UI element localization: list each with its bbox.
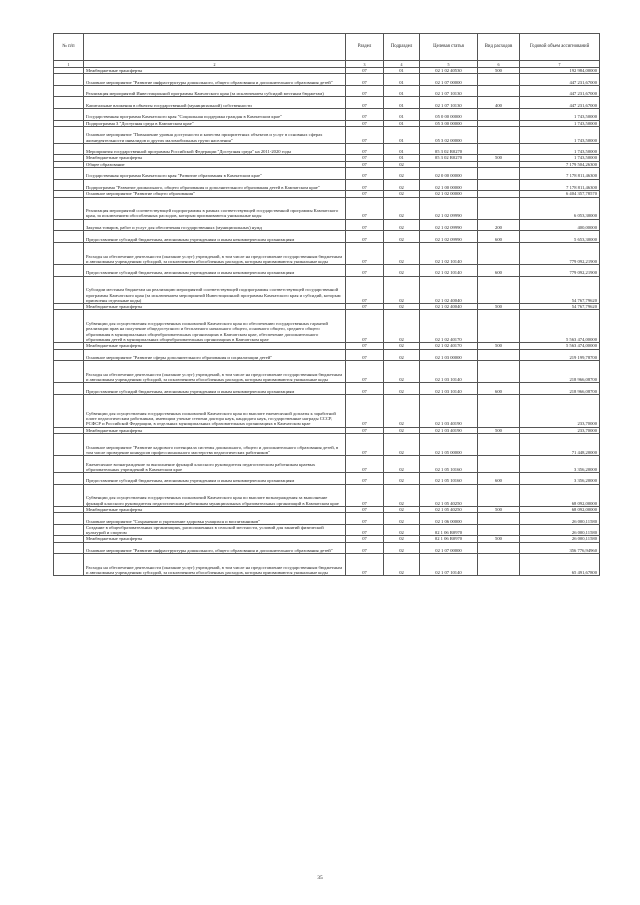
table-row — [54, 383, 600, 395]
row-podrazdel-cell: 02 — [384, 513, 420, 525]
row-index-cell — [54, 310, 84, 343]
row-expense-type-cell: 500 — [478, 427, 520, 433]
row-expense-type-cell — [478, 85, 520, 97]
row-target-article-cell: 02 1 02 40040 — [420, 304, 478, 310]
row-amount-cell: 3 356,20000 — [520, 456, 600, 473]
row-index-cell — [54, 265, 84, 277]
row-name-cell: Расходы на обеспечение деятельности (оказание услуг) учреждений, в том числе на предоставление государственным бюджетным и автономным учреждениям субсидий, за исключением обособленных расходов, которым присваиваются уникальные коды — [84, 361, 346, 383]
row-index-cell — [54, 74, 84, 86]
row-expense-type-cell — [478, 554, 520, 576]
header-podrazdel: Подраздел — [384, 34, 420, 61]
row-expense-type-cell: 500 — [478, 304, 520, 310]
row-podrazdel-cell: 02 — [384, 427, 420, 433]
row-index-cell — [54, 484, 84, 506]
table-row — [54, 361, 600, 383]
row-razdel-cell: 07 — [346, 383, 384, 395]
row-index-cell — [54, 97, 84, 109]
row-amount-cell: 1 743,50000 — [520, 109, 600, 121]
row-podrazdel-cell: 02 — [384, 242, 420, 264]
row-name-cell: Субвенции для осуществления государственных полномочий Камчатского края по выплате ежемесячной доплаты к заработной плате педагогическим работникам, имеющим ученые степени доктора наук, кандидата наук, государственные награды СССР, РСФСР и Российской Федерации, в отдельных муниципальных образовательных организациях в Камчатском крае — [84, 394, 346, 427]
table-row — [54, 310, 600, 343]
row-target-article-cell: 02 1 02 00000 — [420, 191, 478, 197]
row-target-article-cell: 02 1 07 10130 — [420, 97, 478, 109]
table-row — [54, 85, 600, 97]
row-amount-cell: 26 000,11580 — [520, 513, 600, 525]
row-expense-type-cell — [478, 74, 520, 86]
row-amount-cell: 5 563 474,00000 — [520, 343, 600, 349]
header-name — [84, 34, 346, 61]
row-expense-type-cell: 500 — [478, 506, 520, 512]
row-amount-cell: 7 178 811,46300 — [520, 179, 600, 191]
row-target-article-cell: 02 1 06 00000 — [420, 513, 478, 525]
table-row — [54, 97, 600, 109]
row-podrazdel-cell: 01 — [384, 126, 420, 143]
row-name-cell: Межбюджетные трансферты — [84, 536, 346, 542]
row-razdel-cell: 07 — [346, 473, 384, 485]
row-amount-cell: 7 179 504,26300 — [520, 161, 600, 167]
row-name-cell: Межбюджетные трансферты — [84, 506, 346, 512]
table-row — [54, 554, 600, 576]
row-podrazdel-cell: 02 — [384, 383, 420, 395]
row-target-article-cell: 02 1 06 R0970 — [420, 524, 478, 536]
row-razdel-cell: 07 — [346, 304, 384, 310]
row-target-article-cell: 02 1 02 40170 — [420, 343, 478, 349]
row-razdel-cell: 07 — [346, 161, 384, 167]
row-index-cell — [54, 434, 84, 456]
header-expense-type: Вид расходов — [478, 34, 520, 61]
table-row — [54, 484, 600, 506]
row-podrazdel-cell: 02 — [384, 473, 420, 485]
row-amount-cell: 400,00000 — [520, 219, 600, 231]
column-number: 6 — [478, 61, 520, 68]
row-target-article-cell: 02 1 05 10160 — [420, 473, 478, 485]
row-podrazdel-cell: 01 — [384, 120, 420, 126]
row-index-cell — [54, 85, 84, 97]
row-index-cell — [54, 394, 84, 427]
row-name-cell: Капитальные вложения в объекты государственной (муниципальной) собственности — [84, 97, 346, 109]
row-name-cell: Общее образование — [84, 161, 346, 167]
row-name-cell: Подпрограмма 3 "Доступная среда в Камчатском крае" — [84, 120, 346, 126]
column-number: 5 — [420, 61, 478, 68]
row-expense-type-cell — [478, 434, 520, 456]
row-expense-type-cell — [478, 126, 520, 143]
row-podrazdel-cell: 02 — [384, 394, 420, 427]
row-target-article-cell: 02 1 05 00000 — [420, 434, 478, 456]
row-target-article-cell: 02 1 05 40250 — [420, 484, 478, 506]
row-amount-cell: 1 743,50000 — [520, 155, 600, 161]
row-razdel-cell: 07 — [346, 265, 384, 277]
row-podrazdel-cell: 02 — [384, 343, 420, 349]
row-podrazdel-cell: 01 — [384, 85, 420, 97]
table-row — [54, 456, 600, 473]
row-razdel-cell: 07 — [346, 506, 384, 512]
row-name-cell: Субсидии местным бюджетам на реализацию мероприятий соответствующей подпрограммы соответствующей государственной программы Камчатского края (за исключением мероприятий Инвестиционной программы Камчатского края и субсидий, которым присвоены отдельные коды) — [84, 276, 346, 304]
row-name-cell: Предоставление субсидий бюджетным, автономным учреждениям и иным некоммерческим организациям — [84, 231, 346, 243]
row-target-article-cell: 02 1 00 00000 — [420, 179, 478, 191]
row-podrazdel-cell: 02 — [384, 310, 420, 343]
row-razdel-cell: 07 — [346, 343, 384, 349]
row-podrazdel-cell: 02 — [384, 161, 420, 167]
row-podrazdel-cell: 02 — [384, 191, 420, 197]
row-expense-type-cell — [478, 361, 520, 383]
row-amount-cell: 3 356,20000 — [520, 473, 600, 485]
column-number: 1 — [54, 61, 84, 68]
row-name-cell: Расходы на обеспечение деятельности (оказание услуг) учреждений, в том числе на предоставление государственным бюджетным и автономным учреждениям субсидий, за исключением обособленных расходов, которым присваиваются уникальные коды — [84, 242, 346, 264]
table-row — [54, 126, 600, 143]
row-index-cell — [54, 231, 84, 243]
table-row — [54, 197, 600, 219]
row-amount-cell: 779 092,21900 — [520, 265, 600, 277]
row-name-cell: Основное мероприятие "Повышение уровня доступности и качества приоритетных объектов и услуг в основных сферах жизнедеятельности инвалидов и других маломобильных групп населения" — [84, 126, 346, 143]
row-index-cell — [54, 456, 84, 473]
table-row — [54, 231, 600, 243]
row-expense-type-cell — [478, 179, 520, 191]
row-target-article-cell: 02 1 02 40040 — [420, 276, 478, 304]
row-amount-cell: 233,70000 — [520, 394, 600, 427]
row-amount-cell: 7 178 811,46300 — [520, 168, 600, 180]
row-name-cell: Предоставление субсидий бюджетным, автономным учреждениям и иным некоммерческим организациям — [84, 265, 346, 277]
row-amount-cell: 54 767,79620 — [520, 276, 600, 304]
row-target-article-cell: 02 1 02 40170 — [420, 310, 478, 343]
table-header-row — [54, 34, 600, 61]
row-index-cell — [54, 473, 84, 485]
row-target-article-cell: 02 1 02 10140 — [420, 265, 478, 277]
row-target-article-cell: 05 3 00 00000 — [420, 120, 478, 126]
row-target-article-cell: 02 1 07 10140 — [420, 554, 478, 576]
row-amount-cell: 356 776,94960 — [520, 542, 600, 554]
table-row — [54, 219, 600, 231]
row-name-cell: Субвенции для осуществления государственных полномочий Камчатского края по выплате вознаграждения за выполнение функций классного руководителя педагогическим работникам муниципальных образовательных организаций в Камчатском крае — [84, 484, 346, 506]
table-row — [54, 349, 600, 361]
row-name-cell: Создание в общеобразовательных организациях, расположенных в сельской местности, условий для занятий физической культурой и спортом — [84, 524, 346, 536]
column-number: 4 — [384, 61, 420, 68]
row-amount-cell: 6 404 357,78570 — [520, 191, 600, 197]
table-row — [54, 109, 600, 121]
row-razdel-cell: 07 — [346, 120, 384, 126]
table-row — [54, 542, 600, 554]
table-row — [54, 74, 600, 86]
table-row — [54, 513, 600, 525]
row-name-cell: Межбюджетные трансферты — [84, 68, 346, 74]
row-razdel-cell: 07 — [346, 191, 384, 197]
row-expense-type-cell — [478, 484, 520, 506]
row-podrazdel-cell: 02 — [384, 524, 420, 536]
row-expense-type-cell — [478, 168, 520, 180]
header-razdel: Раздел — [346, 34, 384, 61]
row-index-cell — [54, 143, 84, 155]
row-name-cell: Основное мероприятие "Развитие сферы дополнительного образования и социализации детей" — [84, 349, 346, 361]
row-razdel-cell: 07 — [346, 349, 384, 361]
row-razdel-cell: 07 — [346, 276, 384, 304]
row-podrazdel-cell: 02 — [384, 231, 420, 243]
row-amount-cell: 218 966,08700 — [520, 361, 600, 383]
row-razdel-cell: 07 — [346, 74, 384, 86]
row-podrazdel-cell: 02 — [384, 197, 420, 219]
row-target-article-cell: 02 1 03 40190 — [420, 427, 478, 433]
row-target-article-cell: 02 1 07 10130 — [420, 85, 478, 97]
row-name-cell: Расходы на обеспечение деятельности (оказание услуг) учреждений, в том числе на предоставление государственным бюджетным и автономным учреждениям субсидий, за исключением обособленных расходов, которым присваиваются уникальные коды — [84, 554, 346, 576]
row-target-article-cell: 05 3 02 R0270 — [420, 155, 478, 161]
budget-table — [53, 33, 600, 576]
row-razdel-cell: 07 — [346, 427, 384, 433]
row-index-cell — [54, 524, 84, 536]
row-target-article-cell: 05 3 02 R0270 — [420, 143, 478, 155]
row-name-cell: Основное мероприятие "Развитие инфраструктуры дошкольного, общего образования и дополнительного образования детей" — [84, 74, 346, 86]
table-row — [54, 473, 600, 485]
row-index-cell — [54, 179, 84, 191]
column-number: 7 — [520, 61, 600, 68]
row-expense-type-cell — [478, 349, 520, 361]
column-number: 2 — [84, 61, 346, 68]
row-podrazdel-cell: 02 — [384, 554, 420, 576]
row-expense-type-cell: 600 — [478, 473, 520, 485]
row-razdel-cell: 07 — [346, 536, 384, 542]
row-podrazdel-cell: 01 — [384, 155, 420, 161]
row-expense-type-cell — [478, 524, 520, 536]
table-body — [54, 68, 600, 576]
row-podrazdel-cell: 01 — [384, 68, 420, 74]
row-razdel-cell: 07 — [346, 85, 384, 97]
row-expense-type-cell — [478, 310, 520, 343]
row-podrazdel-cell: 01 — [384, 97, 420, 109]
header-annual-amount: Годовой объем ассигнований — [520, 34, 600, 61]
row-expense-type-cell: 600 — [478, 383, 520, 395]
row-expense-type-cell — [478, 456, 520, 473]
column-number: 3 — [346, 61, 384, 68]
row-razdel-cell: 07 — [346, 484, 384, 506]
row-podrazdel-cell: 02 — [384, 542, 420, 554]
row-index-cell — [54, 542, 84, 554]
row-index-cell — [54, 349, 84, 361]
row-target-article-cell: 02 1 02 09990 — [420, 219, 478, 231]
row-target-article-cell: 05 0 00 00000 — [420, 109, 478, 121]
row-amount-cell: 54 767,79620 — [520, 304, 600, 310]
table-row — [54, 265, 600, 277]
table-row — [54, 524, 600, 536]
row-name-cell: Основное мероприятие "Развитие инфраструктуры дошкольного, общего образования и дополнительного образования детей" — [84, 542, 346, 554]
row-podrazdel-cell: 01 — [384, 143, 420, 155]
row-razdel-cell: 07 — [346, 231, 384, 243]
row-target-article-cell: 05 3 02 00000 — [420, 126, 478, 143]
row-podrazdel-cell: 02 — [384, 434, 420, 456]
row-expense-type-cell — [478, 542, 520, 554]
row-podrazdel-cell: 02 — [384, 361, 420, 383]
row-podrazdel-cell: 01 — [384, 74, 420, 86]
row-expense-type-cell — [478, 197, 520, 219]
row-amount-cell: 5 563 474,00000 — [520, 310, 600, 343]
row-index-cell — [54, 219, 84, 231]
row-target-article-cell: 02 1 07 00000 — [420, 74, 478, 86]
row-target-article-cell: 02 1 03 10140 — [420, 361, 478, 383]
row-amount-cell: 1 743,50000 — [520, 126, 600, 143]
row-name-cell: Основное мероприятие "Развитие кадрового потенциала системы дошкольного, общего и дополнительного образования детей, в том числе проведение конкурсов профессионального мастерства педагогических работников" — [84, 434, 346, 456]
row-razdel-cell: 07 — [346, 456, 384, 473]
row-expense-type-cell: 500 — [478, 343, 520, 349]
row-target-article-cell: 02 1 02 09990 — [420, 197, 478, 219]
row-expense-type-cell — [478, 513, 520, 525]
row-name-cell: Межбюджетные трансферты — [84, 343, 346, 349]
row-name-cell: Подпрограмма "Развитие дошкольного, общего образования и дополнительного образования детей в Камчатском крае" — [84, 179, 346, 191]
row-podrazdel-cell: 02 — [384, 304, 420, 310]
row-target-article-cell: 02 1 02 40530 — [420, 68, 478, 74]
row-amount-cell: 6 053,30000 — [520, 197, 600, 219]
row-index-cell — [54, 513, 84, 525]
table-row — [54, 242, 600, 264]
row-razdel-cell: 07 — [346, 143, 384, 155]
row-amount-cell: 192 984,00000 — [520, 68, 600, 74]
row-name-cell: Закупка товаров, работ и услуг для обеспечения государственных (муниципальных) нужд — [84, 219, 346, 231]
row-podrazdel-cell: 02 — [384, 179, 420, 191]
table-row — [54, 168, 600, 180]
table-row — [54, 179, 600, 191]
row-podrazdel-cell: 02 — [384, 265, 420, 277]
row-name-cell: Мероприятия государственной программы Российской Федерации "Доступная среда" на 2011-2020 годы — [84, 143, 346, 155]
row-name-cell: Субвенции для осуществления государственных полномочий Камчатского края по обеспечению государственных гарантий реализации прав на получение общедоступного и бесплатного начального общего, основного общего, среднего общего образования в муниципальных общеобразовательных организациях в Камчатском крае, обеспечение дополнительного образования детей в муниципальных общеобразовательных организациях в Камчатском крае — [84, 310, 346, 343]
row-razdel-cell: 07 — [346, 155, 384, 161]
row-podrazdel-cell: 02 — [384, 276, 420, 304]
row-razdel-cell: 07 — [346, 242, 384, 264]
row-razdel-cell: 07 — [346, 524, 384, 536]
row-amount-cell: 5 653,30000 — [520, 231, 600, 243]
row-target-article-cell: 02 1 05 10160 — [420, 456, 478, 473]
row-index-cell — [54, 242, 84, 264]
row-expense-type-cell — [478, 143, 520, 155]
row-expense-type-cell: 400 — [478, 97, 520, 109]
row-amount-cell: 26 000,11580 — [520, 536, 600, 542]
row-podrazdel-cell: 02 — [384, 349, 420, 361]
row-name-cell: Межбюджетные трансферты — [84, 155, 346, 161]
row-razdel-cell: 07 — [346, 310, 384, 343]
row-index-cell — [54, 197, 84, 219]
row-podrazdel-cell: 02 — [384, 484, 420, 506]
row-razdel-cell: 07 — [346, 168, 384, 180]
row-name-cell: Основное мероприятие "Развитие общего образования" — [84, 191, 346, 197]
row-index-cell — [54, 554, 84, 576]
row-target-article-cell: 02 1 02 10140 — [420, 242, 478, 264]
row-name-cell: Ежемесячное вознаграждение за выполнение функций классного руководителя педагогическим работникам краевых образовательных учреждений в Камчатском крае — [84, 456, 346, 473]
table-row — [54, 394, 600, 427]
row-razdel-cell: 07 — [346, 109, 384, 121]
row-amount-cell: 447 231,67000 — [520, 97, 600, 109]
row-expense-type-cell: 500 — [478, 68, 520, 74]
header-target-article: Целевая статья — [420, 34, 478, 61]
row-amount-cell: 219 199,78700 — [520, 349, 600, 361]
row-index-cell — [54, 109, 84, 121]
row-razdel-cell: 07 — [346, 434, 384, 456]
table-row — [54, 434, 600, 456]
row-index-cell — [54, 276, 84, 304]
row-amount-cell: 26 000,11580 — [520, 524, 600, 536]
row-target-article-cell: 02 1 03 00000 — [420, 349, 478, 361]
row-index-cell — [54, 361, 84, 383]
row-amount-cell: 68 092,00000 — [520, 506, 600, 512]
row-podrazdel-cell: 02 — [384, 219, 420, 231]
row-index-cell — [54, 383, 84, 395]
row-razdel-cell: 07 — [346, 394, 384, 427]
row-expense-type-cell — [478, 109, 520, 121]
row-name-cell: Основное мероприятие "Сохранение и укрепление здоровья учащихся и воспитанников" — [84, 513, 346, 525]
row-razdel-cell: 07 — [346, 542, 384, 554]
row-target-article-cell: 02 1 03 40190 — [420, 394, 478, 427]
row-podrazdel-cell: 02 — [384, 168, 420, 180]
row-razdel-cell: 07 — [346, 361, 384, 383]
row-amount-cell: 218 966,08700 — [520, 383, 600, 395]
row-amount-cell: 1 743,50000 — [520, 143, 600, 155]
row-razdel-cell: 07 — [346, 68, 384, 74]
row-name-cell: Реализация мероприятий Инвестиционной программы Камчатского края (за исключением субсидий местным бюджетам) — [84, 85, 346, 97]
row-target-article-cell: 02 1 07 00000 — [420, 542, 478, 554]
column-number-row — [54, 61, 600, 68]
row-razdel-cell: 07 — [346, 179, 384, 191]
row-podrazdel-cell: 01 — [384, 109, 420, 121]
row-razdel-cell: 07 — [346, 197, 384, 219]
row-amount-cell: 71 448,20000 — [520, 434, 600, 456]
row-name-cell: Межбюджетные трансферты — [84, 427, 346, 433]
row-target-article-cell: 02 1 03 10140 — [420, 383, 478, 395]
row-target-article-cell: 02 1 05 40250 — [420, 506, 478, 512]
row-name-cell: Предоставление субсидий бюджетным, автономным учреждениям и иным некоммерческим организациям — [84, 383, 346, 395]
row-expense-type-cell: 500 — [478, 155, 520, 161]
row-amount-cell: 68 092,00000 — [520, 484, 600, 506]
table-row — [54, 143, 600, 155]
row-amount-cell: 779 092,21900 — [520, 242, 600, 264]
row-amount-cell: 447 231,67000 — [520, 85, 600, 97]
budget-page — [53, 33, 599, 576]
row-razdel-cell: 07 — [346, 554, 384, 576]
row-expense-type-cell: 500 — [478, 536, 520, 542]
row-expense-type-cell: 600 — [478, 231, 520, 243]
row-podrazdel-cell: 02 — [384, 456, 420, 473]
row-name-cell: Предоставление субсидий бюджетным, автономным учреждениям и иным некоммерческим организациям — [84, 473, 346, 485]
row-podrazdel-cell: 02 — [384, 536, 420, 542]
row-index-cell — [54, 126, 84, 143]
row-amount-cell: 65 491,67800 — [520, 554, 600, 576]
row-name-cell: Государственная программа Камчатского края "Развитие образования в Камчатском крае" — [84, 168, 346, 180]
row-podrazdel-cell: 02 — [384, 506, 420, 512]
row-expense-type-cell — [478, 276, 520, 304]
row-target-article-cell: 02 0 00 00000 — [420, 168, 478, 180]
row-razdel-cell: 07 — [346, 97, 384, 109]
row-razdel-cell: 07 — [346, 513, 384, 525]
row-amount-cell: 1 743,50000 — [520, 120, 600, 126]
row-expense-type-cell — [478, 394, 520, 427]
row-expense-type-cell: 200 — [478, 219, 520, 231]
row-name-cell: Реализация мероприятий соответствующей подпрограммы в рамках соответствующей государственной программы Камчатского края, за исключением обособленных расходов, которым присваиваются уникальные коды — [84, 197, 346, 219]
header-index: № п/п — [54, 34, 84, 61]
row-razdel-cell: 07 — [346, 126, 384, 143]
row-amount-cell: 233,70000 — [520, 427, 600, 433]
row-index-cell — [54, 168, 84, 180]
row-name-cell: Государственная программа Камчатского края "Социальная поддержка граждан в Камчатском крае" — [84, 109, 346, 121]
row-amount-cell: 447 231,67000 — [520, 74, 600, 86]
row-name-cell: Межбюджетные трансферты — [84, 304, 346, 310]
row-razdel-cell: 07 — [346, 219, 384, 231]
table-row — [54, 276, 600, 304]
row-expense-type-cell: 600 — [478, 265, 520, 277]
page-number: 35 — [317, 875, 323, 881]
row-target-article-cell: 02 1 02 09990 — [420, 231, 478, 243]
row-expense-type-cell — [478, 242, 520, 264]
row-target-article-cell: 02 1 06 R0970 — [420, 536, 478, 542]
